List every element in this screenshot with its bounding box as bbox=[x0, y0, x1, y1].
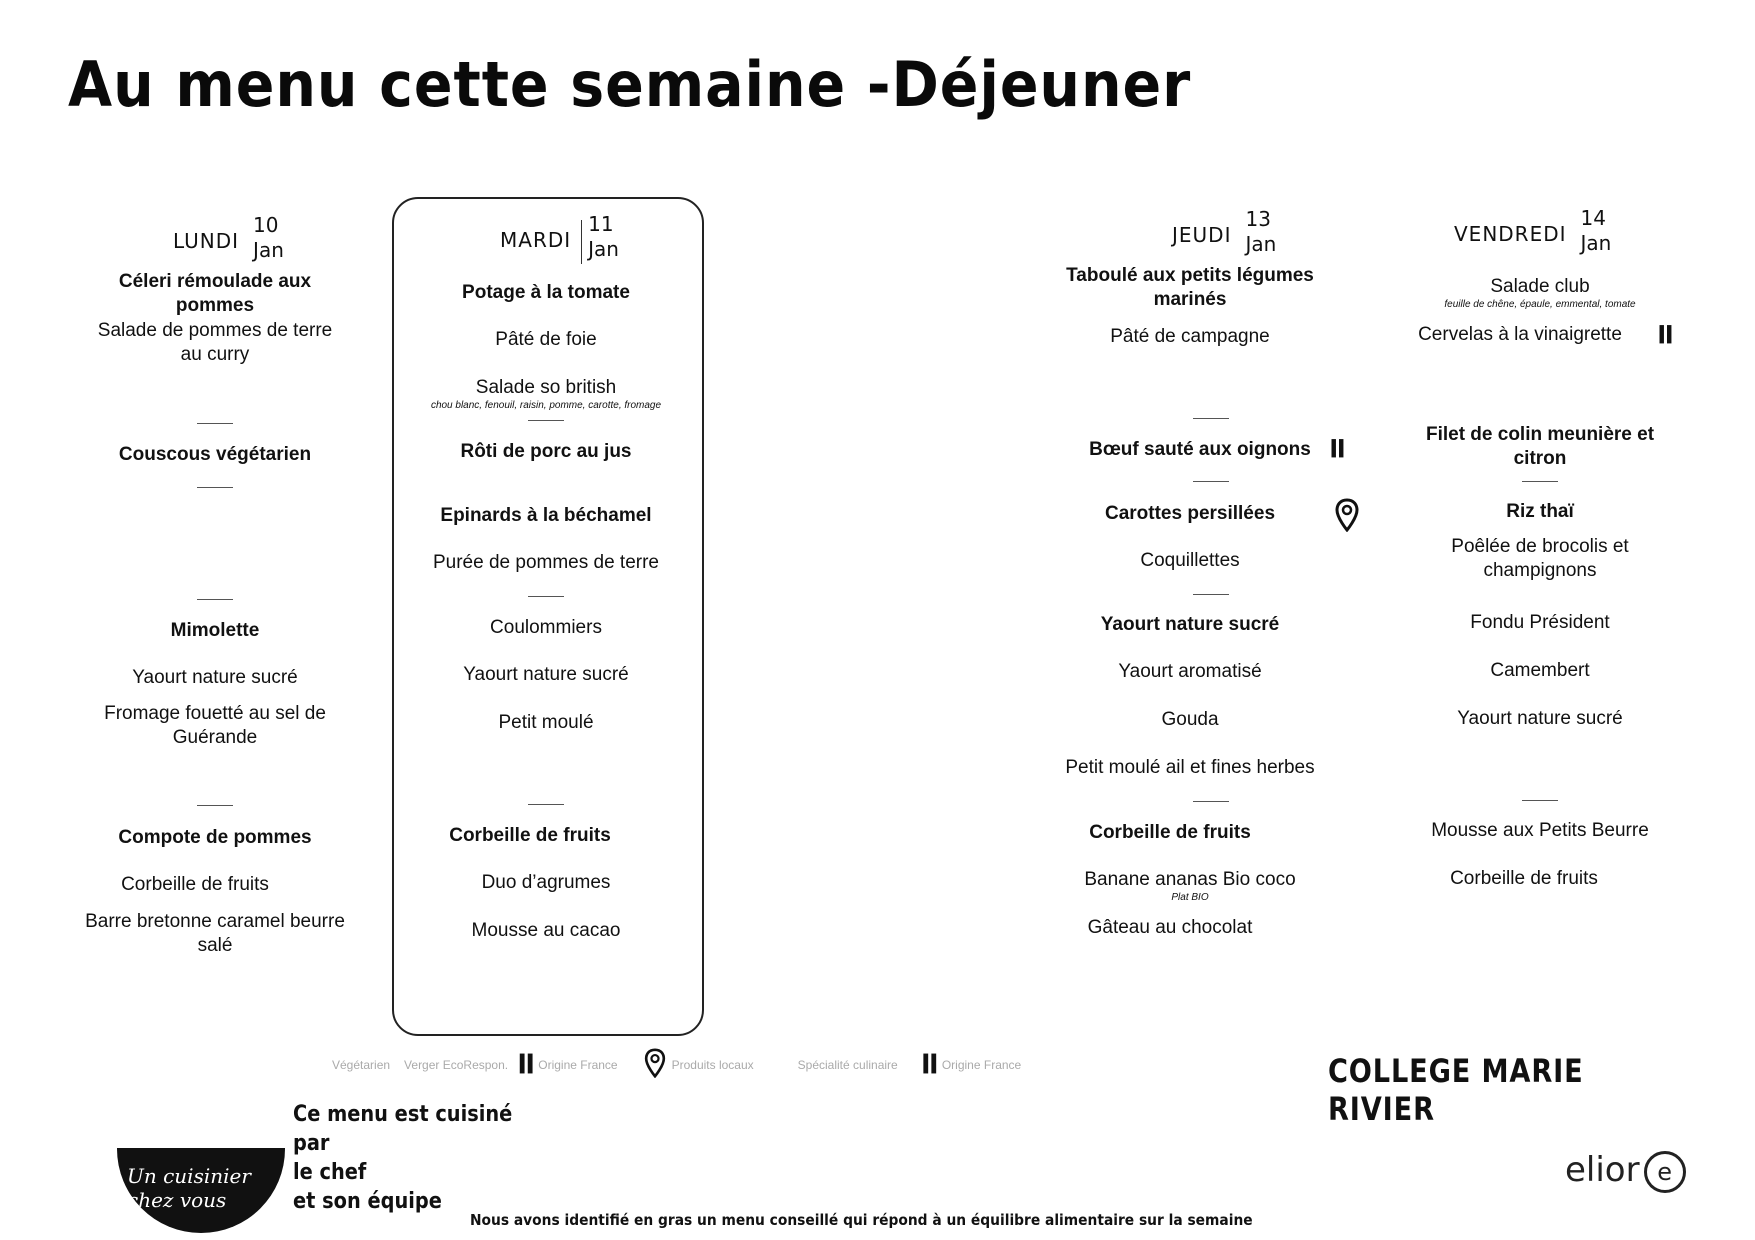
origin-france-icon: 𝐈𝐈 bbox=[1658, 322, 1673, 349]
divider bbox=[197, 805, 233, 806]
menu-item: Riz thaï bbox=[1506, 501, 1574, 522]
divider bbox=[1193, 481, 1229, 482]
legend-label: Végétarien bbox=[332, 1057, 391, 1072]
menu-item: Petit moulé ail et fines herbes bbox=[1065, 757, 1315, 778]
origin-france-icon: 𝐈𝐈 bbox=[1330, 436, 1345, 463]
menu-item: Cervelas à la vinaigrette bbox=[1418, 324, 1622, 345]
brand-name: elior bbox=[1565, 1150, 1640, 1190]
menu-item: Yaourt nature sucré bbox=[1100, 614, 1280, 635]
menu-item: Epinards à la béchamel bbox=[440, 505, 652, 526]
menu-item: Carottes persillées bbox=[1104, 503, 1276, 524]
legend bbox=[332, 1048, 1021, 1081]
legend-label: Verger EcoRespon. bbox=[404, 1057, 509, 1072]
menu-item: Yaourt nature sucré bbox=[463, 664, 629, 685]
menu-item bbox=[1045, 868, 1335, 904]
menu-item bbox=[1400, 275, 1680, 311]
menu-item: Fromage fouetté au sel de Guérande bbox=[104, 703, 326, 748]
menu-item: Poêlée de brocolis et champignons bbox=[1451, 536, 1629, 581]
divider bbox=[197, 487, 233, 488]
origin-france-icon: 𝐈𝐈 bbox=[921, 1048, 938, 1079]
divider bbox=[1193, 594, 1229, 595]
day-month: Jan bbox=[588, 237, 619, 261]
day-number: 13 bbox=[1245, 207, 1271, 231]
menu-item-detail: chou blanc, fenouil, raisin, pomme, carotte, fromage bbox=[430, 400, 662, 411]
divider bbox=[197, 599, 233, 600]
day-date bbox=[1245, 207, 1276, 257]
menu-item: Corbeille de fruits bbox=[449, 825, 611, 846]
menu-item: Gouda bbox=[1161, 709, 1219, 730]
menu-item: Bœuf sauté aux oignons bbox=[1089, 439, 1311, 460]
day-column-jeudi bbox=[1065, 0, 1355, 1000]
menu-item-label: Banane ananas Bio coco bbox=[1084, 869, 1296, 890]
menu-item: Duo d’agrumes bbox=[481, 872, 611, 893]
menu-item: Coquillettes bbox=[1140, 550, 1240, 571]
local-product-icon bbox=[644, 1048, 666, 1081]
local-product-icon bbox=[1335, 498, 1359, 537]
day-header-mardi bbox=[500, 212, 619, 264]
menu-item: Mousse aux Petits Beurre bbox=[1431, 820, 1649, 841]
divider bbox=[528, 804, 564, 805]
menu-item: Pâté de foie bbox=[495, 329, 597, 350]
menu-item: Potage à la tomate bbox=[462, 282, 630, 303]
elior-mark-icon: e bbox=[1644, 1151, 1686, 1193]
menu-item: Compote de pommes bbox=[118, 827, 312, 848]
day-number: 14 bbox=[1580, 206, 1606, 230]
menu-item: Corbeille de fruits bbox=[1450, 868, 1598, 889]
day-date bbox=[588, 212, 619, 262]
day-name: LUNDI bbox=[173, 229, 240, 253]
legend-label: Origine France bbox=[538, 1057, 618, 1072]
day-month: Jan bbox=[1245, 232, 1277, 256]
chef-logo-text: Un cuisinier chez vous bbox=[127, 1164, 251, 1212]
chef-line: Ce menu est cuisiné par bbox=[293, 1102, 513, 1156]
menu-item: Céleri rémoulade aux pommes bbox=[118, 271, 312, 316]
menu-item: Mousse au cacao bbox=[471, 920, 621, 941]
menu-item: Purée de pommes de terre bbox=[432, 552, 659, 573]
menu-item: Filet de colin meunière et citron bbox=[1425, 424, 1655, 469]
menu-item: Fondu Président bbox=[1470, 612, 1610, 633]
menu-item: Pâté de campagne bbox=[1110, 326, 1270, 347]
day-header-jeudi bbox=[1172, 207, 1276, 257]
origin-france-icon: 𝐈𝐈 bbox=[518, 1048, 535, 1079]
day-header-lundi bbox=[173, 213, 284, 263]
menu-item-label: Salade so british bbox=[475, 377, 617, 398]
elior-logo bbox=[1565, 1150, 1686, 1193]
footnote: Nous avons identifié en gras un menu conseillé qui répond à un équilibre alimentaire sur la semaine bbox=[470, 1211, 1253, 1229]
chef-logo bbox=[117, 1148, 285, 1233]
day-column-mardi bbox=[400, 0, 692, 1000]
divider bbox=[528, 596, 564, 597]
day-date bbox=[1581, 206, 1612, 256]
divider bbox=[1193, 801, 1229, 802]
day-name: JEUDI bbox=[1172, 223, 1232, 247]
menu-item: Gâteau au chocolat bbox=[1087, 917, 1253, 938]
menu-item: Yaourt aromatisé bbox=[1118, 661, 1262, 682]
chef-line: et son équipe bbox=[293, 1189, 442, 1214]
chef-line: le chef bbox=[293, 1160, 367, 1185]
menu-item-detail: feuille de chêne, épaule, emmental, tomate bbox=[1444, 299, 1636, 310]
legend-label: Produits locaux bbox=[671, 1057, 754, 1072]
menu-item: Coulommiers bbox=[490, 617, 602, 638]
menu-item: Rôti de porc au jus bbox=[460, 441, 632, 462]
menu-item: Yaourt nature sucré bbox=[132, 667, 298, 688]
day-name: MARDI bbox=[500, 228, 572, 252]
menu-item: Salade de pommes de terre au curry bbox=[97, 320, 333, 365]
date-divider bbox=[581, 220, 582, 264]
legend-label: Spécialité culinaire bbox=[797, 1057, 898, 1072]
divider bbox=[528, 420, 564, 421]
chef-statement bbox=[293, 1100, 539, 1216]
menu-item: Yaourt nature sucré bbox=[1457, 708, 1623, 729]
day-column-lundi bbox=[85, 0, 345, 1000]
college-name: COLLEGE MARIE RIVIER bbox=[1328, 1052, 1584, 1128]
menu-item: Taboulé aux petits légumes marinés bbox=[1066, 265, 1314, 310]
menu-item: Corbeille de fruits bbox=[1089, 822, 1251, 843]
menu-item: Couscous végétarien bbox=[118, 444, 312, 465]
menu-item-label: Salade club bbox=[1490, 276, 1590, 297]
day-number: 10 bbox=[253, 213, 279, 237]
divider bbox=[197, 423, 233, 424]
day-name: VENDREDI bbox=[1454, 222, 1567, 246]
menu-item: Camembert bbox=[1490, 660, 1590, 681]
day-number: 11 bbox=[588, 212, 614, 236]
day-date bbox=[253, 213, 284, 263]
menu-item: Mimolette bbox=[170, 620, 260, 641]
menu-item: Corbeille de fruits bbox=[121, 874, 269, 895]
divider bbox=[1193, 418, 1229, 419]
menu-item-detail: Plat BIO bbox=[1171, 892, 1209, 903]
day-month: Jan bbox=[1580, 231, 1612, 255]
menu-item bbox=[400, 376, 692, 412]
menu-item: Petit moulé bbox=[498, 712, 594, 733]
day-month: Jan bbox=[253, 238, 284, 262]
legend-label: Origine France bbox=[941, 1057, 1022, 1072]
divider bbox=[1522, 800, 1558, 801]
menu-item: Barre bretonne caramel beurre salé bbox=[85, 911, 345, 956]
day-column-vendredi bbox=[1400, 0, 1680, 1000]
day-header-vendredi bbox=[1454, 206, 1611, 256]
divider bbox=[1522, 481, 1558, 482]
page-title: Au menu cette semaine -Déjeuner bbox=[68, 48, 1192, 121]
